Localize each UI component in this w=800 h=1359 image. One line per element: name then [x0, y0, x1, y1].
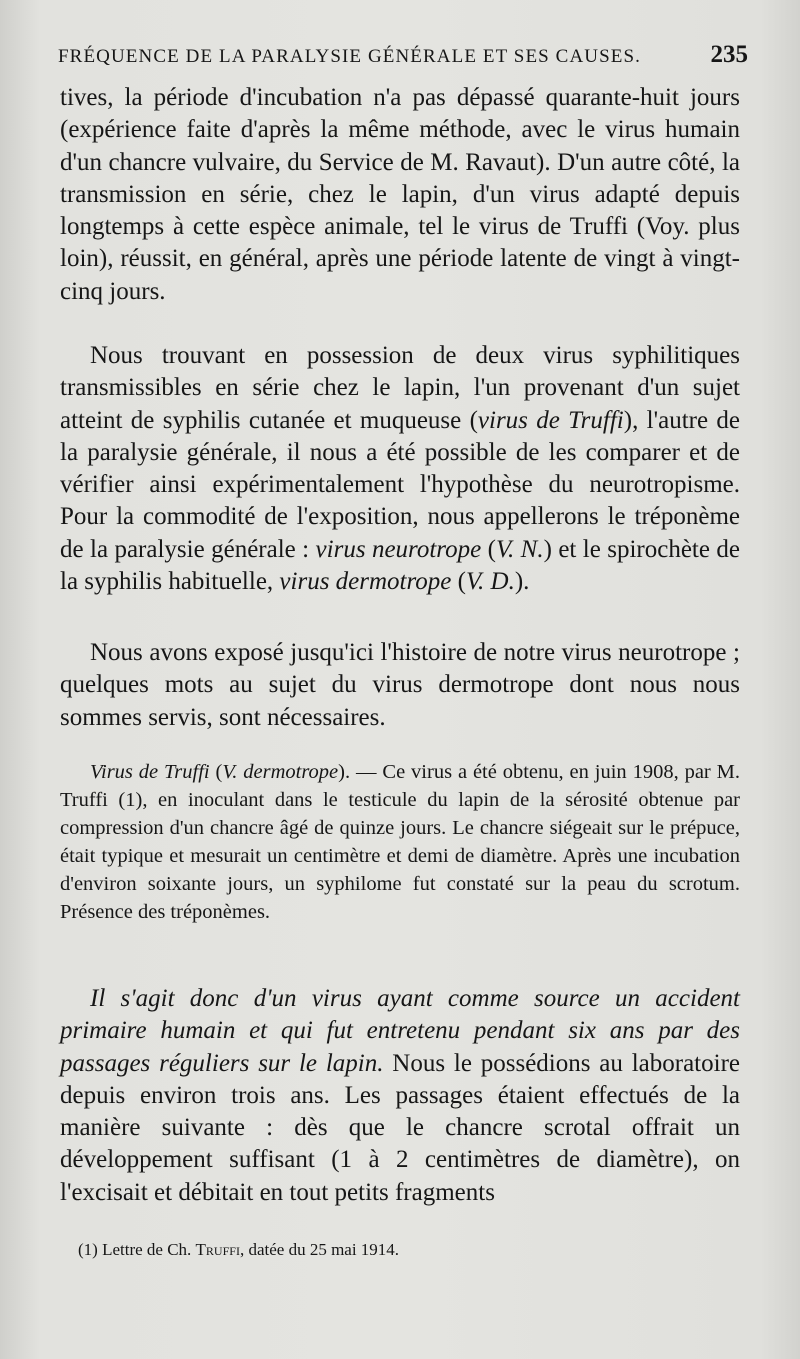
footnote: [78, 1240, 399, 1260]
text-run: , datée du 25 mai 1914.: [239, 1240, 400, 1259]
text-run: Nous le possédions au laboratoire depuis environ trois ans. Les passages étaient effectués de la manière suivante : dès que le chancre scrotal offrait un développement suffisant (1 à 2 centimètres de diamètre), on l'excisait et débitait en tout petits fragments: [60, 1049, 740, 1206]
text-run: ), l'autre de la paralysie générale, il nous a été possible de les comparer et de vérifier ainsi expérimentalement l'hypothèse du neurotropisme. Pour la commodité de l'exposition, nous appellerons le tréponème de la paralysie générale :: [60, 406, 740, 563]
paragraph-text: [60, 758, 740, 927]
italic-run: Il s'agit donc d'un virus ayant comme source un accident primaire humain et qui fut entretenu pendant six ans par des passages réguliers sur le lapin.: [60, 985, 740, 1077]
paragraph-text: Nous avons exposé jusqu'ici l'histoire de notre virus neurotrope ; quelques mots au sujet du virus dermotrope dont nous nous sommes servis, sont nécessaires.: [60, 639, 740, 731]
paragraph-text: [60, 340, 740, 598]
text-run: Nous trouvant en possession de deux virus syphilitiques transmissibles en série chez le lapin, l'un provenant d'un sujet atteint de syphilis cutanée et muqueuse (: [60, 342, 740, 434]
paragraph-two-viruses: [60, 340, 740, 598]
text-run: ) et le spirochète de la syphilis habituelle,: [60, 535, 740, 596]
paragraph-text: [60, 983, 740, 1209]
text-run: (1) Lettre de Ch.: [78, 1240, 196, 1259]
page-header: [58, 38, 748, 78]
italic-run: V. N.: [495, 535, 544, 563]
paragraph-passages: [60, 983, 740, 1209]
text-run: ).: [514, 568, 530, 596]
text-run: (: [451, 568, 466, 596]
text-run: (: [481, 535, 496, 563]
paragraph-neurotrope: [60, 637, 740, 734]
italic-run: virus dermotrope: [279, 568, 452, 596]
page-number: 235: [710, 41, 748, 68]
paragraph-virus-truffi: [60, 758, 740, 927]
text-run: (: [209, 761, 223, 783]
italic-run: V. D.: [465, 568, 515, 596]
italic-run: virus neurotrope: [315, 535, 482, 563]
paragraph-text: tives, la période d'incubation n'a pas dépassé quarante-huit jours (expérience faite d'après la même méthode, avec le virus humain d'un chancre vulvaire, du Service de M. Ravaut). D'un autre côté, la transmission en série, chez le lapin, d'un virus adapté depuis longtemps à cette espèce animale, tel le virus de Truffi (Voy. plus loin), réussit, en général, après une période latente de vingt à vingt-cinq jours.: [60, 84, 740, 305]
paragraph-incubation: [60, 82, 740, 308]
italic-run: Virus de Truffi: [90, 761, 210, 783]
small-caps-run: Truffi: [195, 1240, 240, 1259]
text-run: ). — Ce virus a été obtenu, en juin 1908, par M. Truffi (1), en inoculant dans le testicule du lapin de la sérosité obtenue par compression d'un chancre âgé de quinze jours. Le chancre siégeait sur le prépuce, était typique et mesurait un centimètre et demi de diamètre. Après une incubation d'environ soixante jours, un syphilome fut constaté sur la peau du scrotum. Présence des tréponèmes.: [60, 761, 741, 924]
running-head: FRÉQUENCE DE LA PARALYSIE GÉNÉRALE ET SES CAUSES.: [58, 46, 641, 67]
italic-run: V. dermotrope: [222, 761, 339, 783]
italic-run: virus de Truffi: [477, 406, 624, 434]
